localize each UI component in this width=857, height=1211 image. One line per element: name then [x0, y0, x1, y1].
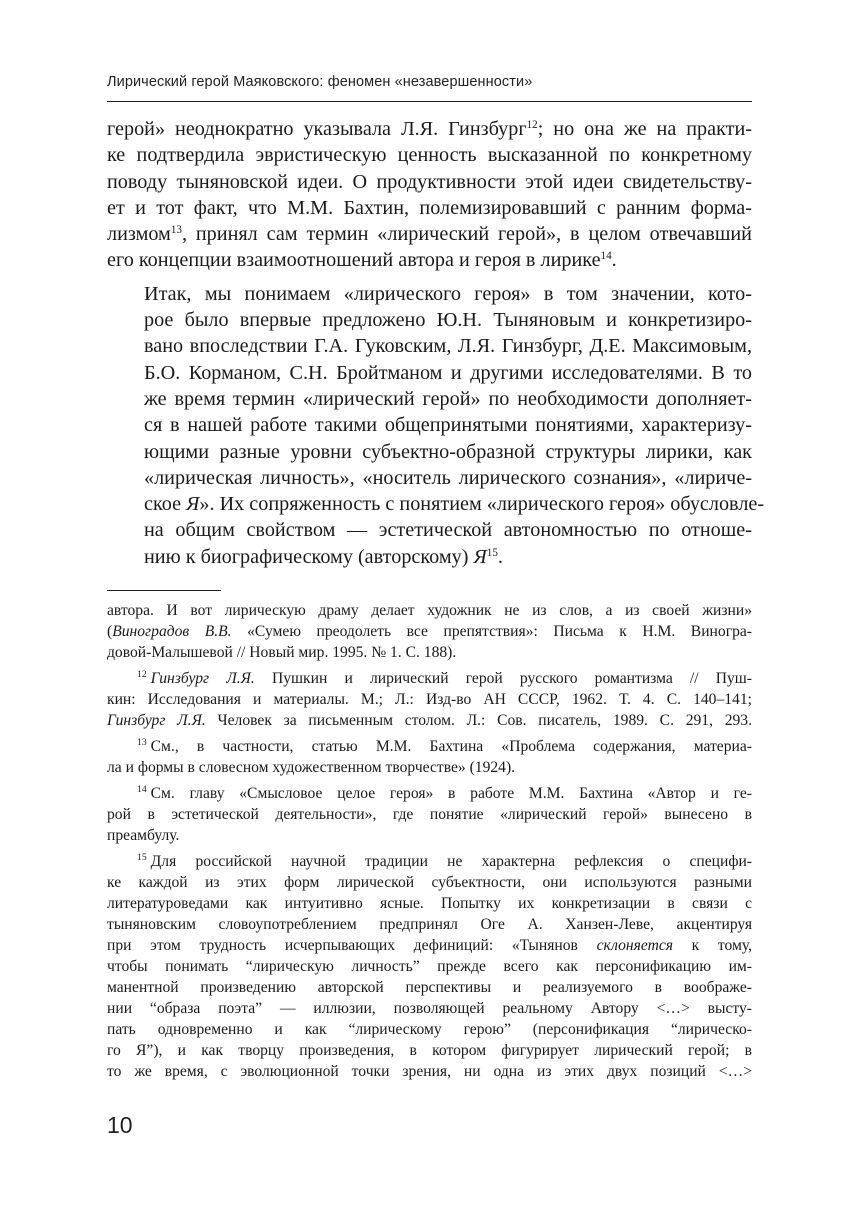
text-line: ющими разные уровни субъектно-образной структуры лирики, как	[144, 440, 752, 463]
page-number: 10	[107, 1112, 133, 1138]
text-line: его концепции взаимоотношений автора и героя в лирике$^{14}$.	[107, 249, 617, 272]
footnote-number: 12	[137, 669, 147, 681]
text-line: на общим свойством — эстетической автономностью по отноше-	[144, 519, 752, 542]
footnote-ref-15[interactable]: 15	[486, 546, 498, 559]
footnote-line: пать одновременно и как “лирическому герою” (персонификация “лирическо-	[107, 1021, 752, 1038]
footnote-line: Гинзбург Л.Я. Человек за письменным столом. Л.: Сов. писатель, 1989. С. 291, 293.	[107, 712, 752, 729]
footnote-15	[107, 851, 752, 1082]
footnote-line: при этом трудность исчерпывающих дефиниций: «Тынянов склоняется к тому,	[107, 937, 752, 954]
text-line: Итак, мы понимаем «лирического героя» в том значении, кото-	[144, 282, 752, 305]
text-line: ет и тот факт, что М.М. Бахтин, полемизировавший с ранним форма-	[107, 196, 752, 219]
footnote-line: литературоведами как интуитивно ясные. Попытку их конкретизации в связи с	[107, 895, 752, 912]
text-line: ке подтвердила эвристическую ценность высказанной по конкретному	[107, 144, 752, 167]
footnote-line: манентной произведению авторской перспективы и реализуемого в воображе-	[107, 979, 752, 996]
footnote-14	[107, 783, 752, 846]
main-text	[107, 116, 765, 570]
footnote-line: $^{12}$ Гинзбург Л.Я. Пушкин и лирический герой русского романтизма // Пуш-	[137, 669, 752, 687]
footnote-13	[107, 736, 752, 778]
footnote-12	[107, 668, 752, 731]
footnote-number: 14	[137, 784, 147, 796]
text-line: ся в нашей работе такими общепринятыми понятиями, характеризу-	[144, 414, 752, 437]
header-rule	[107, 101, 752, 102]
footnote-line: го Я”), и как творцу произведения, в котором фигурирует лирический герой; в	[107, 1042, 752, 1059]
footnote-ref-12[interactable]: 12	[526, 119, 538, 132]
footnote-line: рой в эстетической деятельности», где понятие «лирический герой» вынесено в	[107, 806, 752, 823]
text-line: вано впоследствии Г.А. Гуковским, Л.Я. Гинзбург, Д.Е. Максимовым,	[144, 335, 752, 358]
footnote-line: $^{14}$ См. главу «Смысловое целое героя» в работе М.М. Бахтина «Автор и ге-	[137, 784, 752, 802]
footnote-ref-13[interactable]: 13	[170, 224, 182, 237]
footnote-continuation	[107, 600, 752, 663]
footnote-line: нии “образа поэта” — иллюзии, позволяющей реальному Автору <…> высту-	[107, 1000, 752, 1017]
footnote-ref-14[interactable]: 14	[600, 250, 612, 263]
footnote-line: тыняновским словоупотреблением предпринял Оге А. Ханзен-Леве, акцентируя	[107, 916, 752, 933]
text-line: ское Я». Их сопряженность с понятием «лирического героя» обусловле-	[144, 493, 765, 516]
footnote-line: преамбулу.	[107, 827, 180, 844]
footnote-line: кин: Исследования и материалы. М.; Л.: Изд-во АН СССР, 1962. Т. 4. С. 140–141;	[107, 691, 752, 708]
footnote-line: $^{13}$ См., в частности, статью М.М. Бахтина «Проблема содержания, материа-	[137, 737, 752, 755]
footnote-line: то же время, с эволюционной точки зрения, ни одна из этих двух позиций <…>	[107, 1063, 752, 1080]
footnote-line: $^{15}$ Для российской научной традиции не характерна рефлексия о специфи-	[137, 852, 752, 870]
paragraph-2	[107, 281, 765, 570]
text-line: герой» неоднократно указывала Л.Я. Гинзбург$^{12}$; но она же на практи-	[107, 118, 752, 140]
footnote-line: (Виноградов В.В. «Сумею преодолеть все препятствия»: Письма к Н.М. Виногра-	[107, 623, 753, 640]
footnote-number: 15	[137, 852, 147, 864]
footnote-line: чтобы понимать “лирическую личность” прежде всего как персонификацию им-	[107, 958, 752, 975]
footnote-line: ла и формы в словесном художественном творчестве» (1924).	[107, 759, 516, 776]
footnote-number: 13	[137, 737, 147, 749]
text-line: лизмом$^{13}$, принял сам термин «лирический герой», в целом отвечавший	[107, 223, 752, 246]
text-line: рое было впервые предложено Ю.Н. Тыняновым и конкретизиро-	[144, 309, 752, 332]
text-line: Б.О. Корманом, С.Н. Бройтманом и другими исследователями. В то	[144, 361, 752, 384]
paragraph-1	[107, 116, 752, 274]
text-line: нию к биографическому (авторскому) $Я^{15}$.	[144, 545, 503, 568]
running-title: Лирический герой Маяковского: феномен «незавершенности»	[107, 74, 533, 90]
footnote-separator	[107, 590, 221, 591]
text-line: же время термин «лирический герой» по необходимости дополняет-	[144, 387, 752, 410]
footnote-line: автора. И вот лирическую драму делает художник не из слов, а из своей жизни»	[107, 602, 752, 619]
footnotes	[107, 600, 752, 1087]
text-line: «лирическая личность», «носитель лирического сознания», «лириче-	[144, 466, 752, 489]
text-line: поводу тыняновской идеи. О продуктивности этой идеи свидетельству-	[107, 170, 752, 193]
footnote-line: ке каждой из этих форм лирической субъектности, они используются разными	[107, 874, 752, 891]
footnote-line: довой-Малышевой // Новый мир. 1995. № 1. С. 188).	[107, 644, 457, 661]
